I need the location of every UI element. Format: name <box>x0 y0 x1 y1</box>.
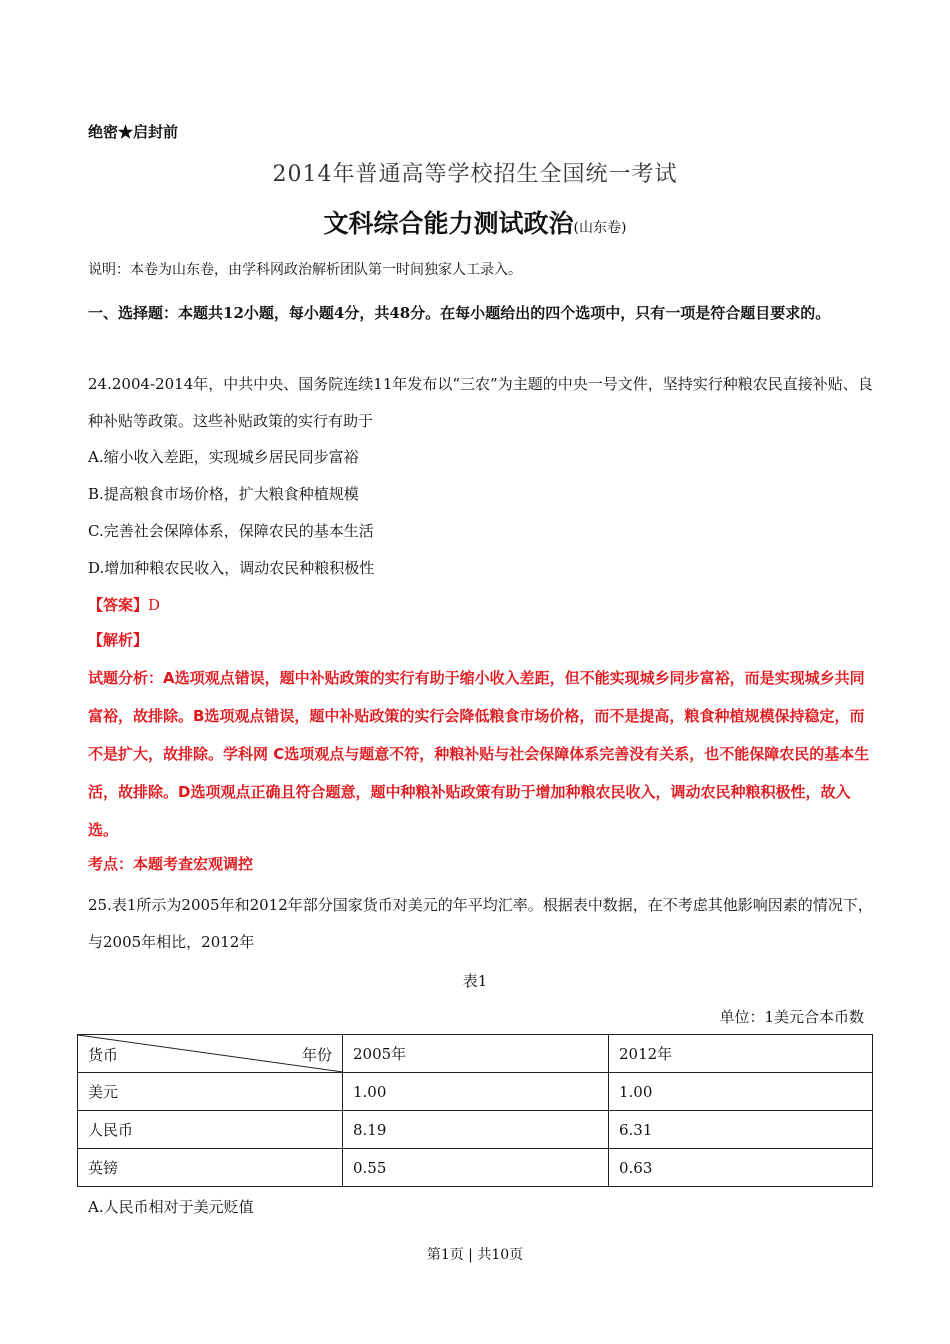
rate-2012-cell: 0.63 <box>609 1149 873 1187</box>
currency-cell: 人民币 <box>78 1111 343 1149</box>
table-unit: 单位：1美元合本币数 <box>719 1008 864 1026</box>
corner-right-label: 年份 <box>301 1046 332 1064</box>
exchange-rate-table <box>77 1034 873 1187</box>
answer-label: 【答案】 <box>88 596 149 614</box>
rate-2005-cell: 8.19 <box>343 1111 609 1149</box>
table-row <box>78 1149 873 1187</box>
page-footer: 第1页 | 共10页 <box>426 1247 524 1263</box>
subject-title-text: 文科综合能力测试政治 <box>323 209 574 238</box>
q24-answer <box>88 594 160 615</box>
exam-title: 2014年普通高等学校招生全国统一考试 <box>272 162 678 187</box>
analysis-label: 【解析】 <box>88 631 149 649</box>
header-2005: 2005年 <box>343 1035 609 1073</box>
q24-point: 考点：本题考查宏观调控 <box>88 855 254 873</box>
q24-option-d: D.增加种粮农民收入，调动农民种粮积极性 <box>88 559 375 577</box>
rate-2005-cell: 1.00 <box>343 1073 609 1111</box>
header-2012: 2012年 <box>609 1035 873 1073</box>
q25-option-a: A.人民币相对于美元贬值 <box>88 1198 254 1216</box>
section-heading: 一、选择题：本题共12小题，每小题4分，共48分。在每小题给出的四个选项中，只有一项是符合题目要求的。 <box>88 304 831 322</box>
rate-2012-cell: 6.31 <box>609 1111 873 1149</box>
table-row <box>78 1073 873 1111</box>
subject-title-sub: (山东卷) <box>573 220 627 236</box>
q24-option-c: C.完善社会保障体系，保障农民的基本生活 <box>88 522 374 540</box>
question-24-stem: 24.2004-2014年，中共中央、国务院连续11年发布以“三农”为主题的中央一号文件，坚持实行种粮农民直接补贴、良种补贴等政策。这些补贴政策的实行有助于 <box>88 375 873 430</box>
table-corner-cell <box>78 1035 343 1073</box>
rate-2005-cell: 0.55 <box>343 1149 609 1187</box>
q24-option-b: B.提高粮食市场价格，扩大粮食种植规模 <box>88 485 359 503</box>
corner-left-label: 货币 <box>88 1046 119 1064</box>
exam-note: 说明：本卷为山东卷，由学科网政治解析团队第一时间独家人工录入。 <box>88 262 522 278</box>
currency-cell: 英镑 <box>78 1149 343 1187</box>
exam-subject-title <box>0 204 950 240</box>
table-caption: 表1 <box>462 972 488 990</box>
table-header-row <box>78 1035 873 1073</box>
table-row <box>78 1111 873 1149</box>
currency-cell: 美元 <box>78 1073 343 1111</box>
q24-option-a: A.缩小收入差距，实现城乡居民同步富裕 <box>88 448 359 466</box>
answer-value: D <box>148 596 161 614</box>
question-25-stem: 25.表1所示为2005年和2012年部分国家货币对美元的年平均汇率。根据表中数据，在不考虑其他影响因素的情况下，与2005年相比，2012年 <box>88 896 873 951</box>
q24-analysis: 试题分析：A选项观点错误，题中补贴政策的实行有助于缩小收入差距，但不能实现城乡同步富裕，而是实现城乡共同富裕，故排除。B选项观点错误，题中补贴政策的实行会降低粮食市场价格，而不是提高，粮食种植规模保持稳定，而不是扩大，故排除。学科网 C选项观点与题意不符，种粮补贴与社会保障体系完善没有关系，也不能保障农民的基本生活，故排除。D选项观点正确且符合题意，题中种粮补贴政策有助于增加种粮农民收入，调动农民种粮积极性，故入选。 <box>88 669 870 839</box>
rate-2012-cell: 1.00 <box>609 1073 873 1111</box>
secret-label: 绝密★启封前 <box>88 123 179 141</box>
